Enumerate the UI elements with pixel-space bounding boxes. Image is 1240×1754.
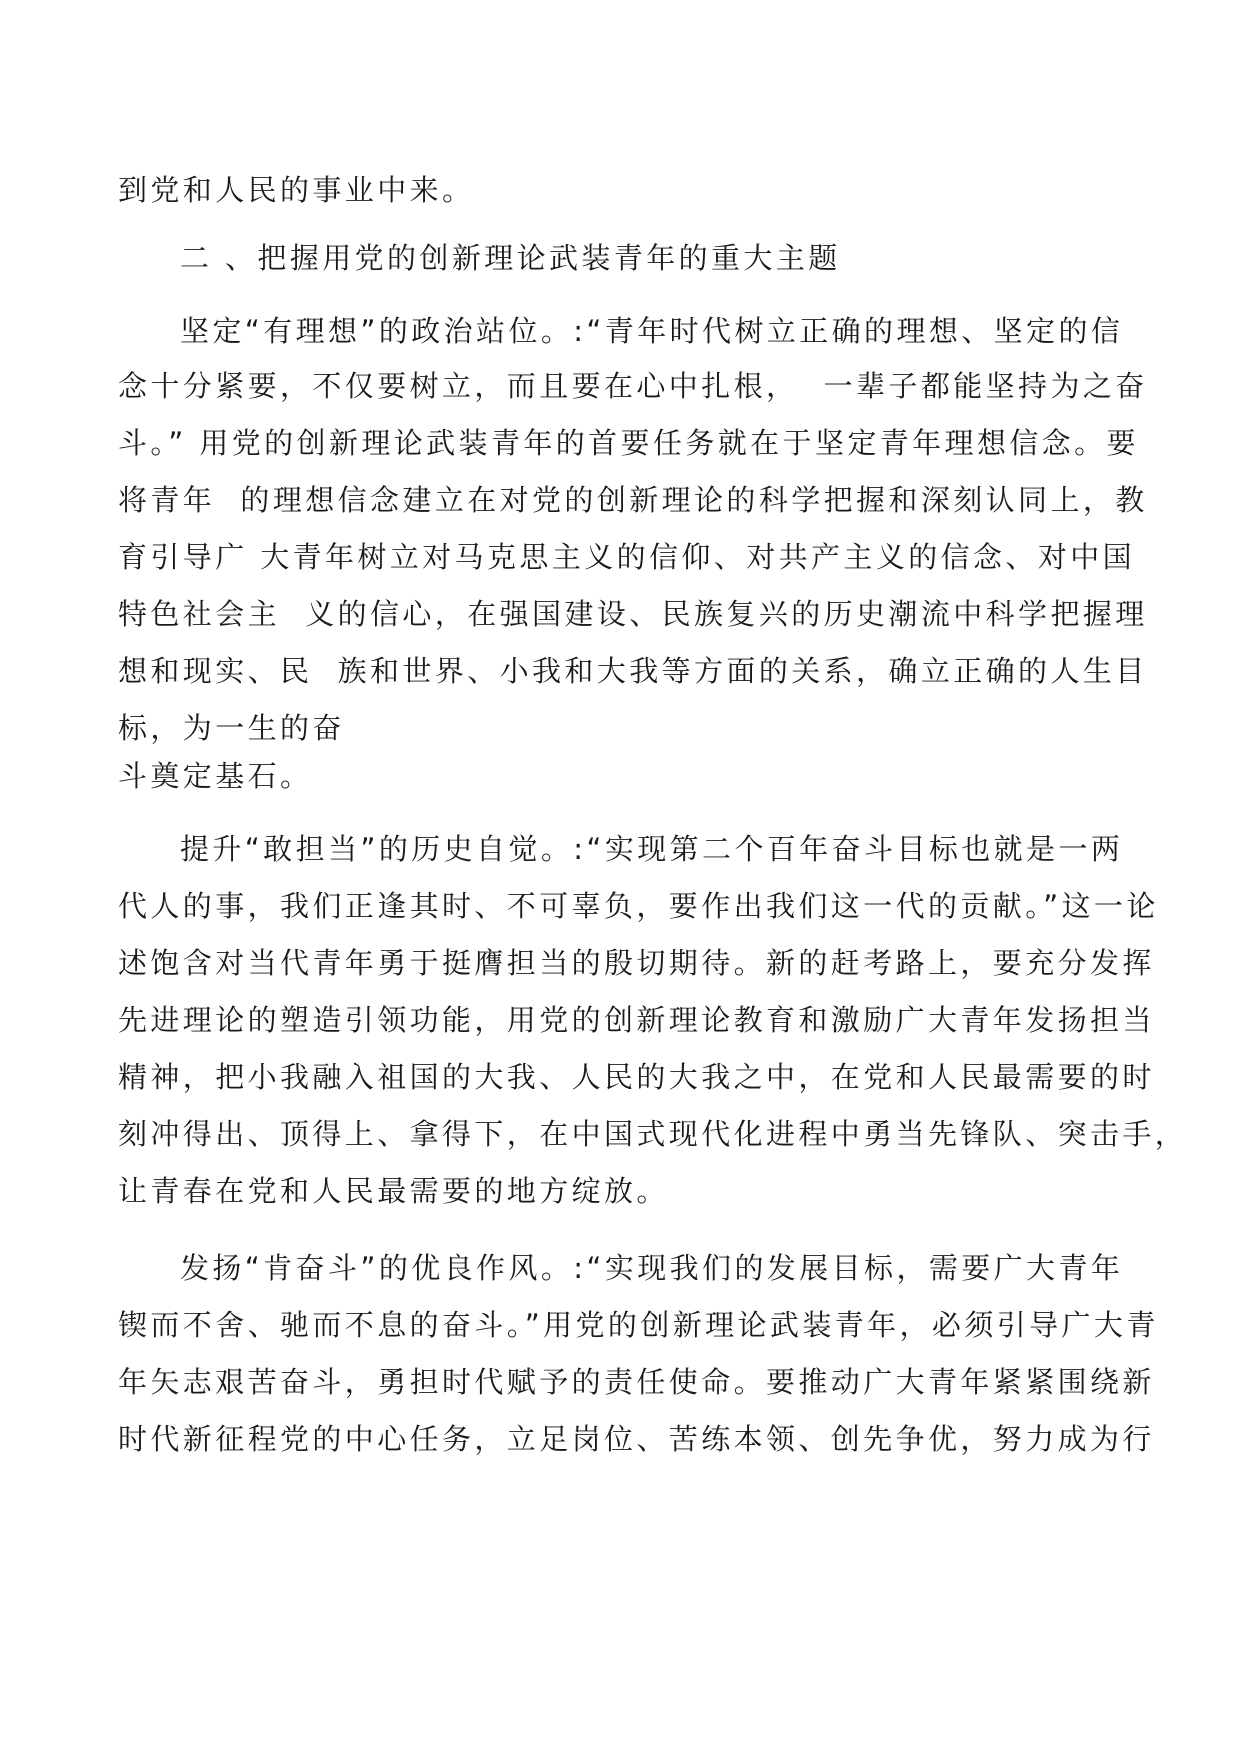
text-line: 到党和人民的事业中来。 [118,173,475,207]
text-line: 述饱含对当代青年勇于挺膺担当的殷切期待。新的赶考路上，要充分发挥 [118,946,1155,980]
text-line: 代人的事，我们正逢其时、不可辜负，要作出我们这一代的贡献。”这一论 [118,889,1159,923]
text-line: 锲而不舍、驰而不息的奋斗。”用党的创新理论武装青年，必须引导广大青 [118,1308,1159,1342]
text-line: 育引导广 大青年树立对马克思主义的信仰、对共产主义的信念、对中国 [118,540,1136,574]
text-line: 精神，把小我融入祖国的大我、人民的大我之中，在党和人民最需要的时 [118,1060,1155,1094]
section-heading: 二 、把握用党的创新理论武装青年的重大主题 [180,241,841,275]
text-line: 斗奠定基石。 [118,759,313,793]
text-line: 提升“敢担当”的历史自觉。:“实现第二个百年奋斗目标也就是一两 [180,832,1124,866]
text-line: 坚定“有理想”的政治站位。:“青年时代树立正确的理想、坚定的信 [180,314,1124,348]
text-line: 标，为一生的奋 [118,711,345,745]
text-line: 将青年 的理想信念建立在对党的创新理论的科学把握和深刻认同上，教 [118,483,1148,517]
text-line: 让青春在党和人民最需要的地方绽放。 [118,1174,669,1208]
text-line: 特色社会主 义的信心，在强国建设、民族复兴的历史潮流中科学把握理 [118,597,1148,631]
text-line: 时代新征程党的中心任务，立足岗位、苦练本领、创先争优，努力成为行 [118,1422,1155,1456]
text-line: 念十分紧要，不仅要树立，而且要在心中扎根， 一辈子都能坚持为之奋 [118,369,1148,403]
text-line: 想和现实、民 族和世界、小我和大我等方面的关系，确立正确的人生目 [118,654,1148,688]
text-line: 年矢志艰苦奋斗，勇担时代赋予的责任使命。要推动广大青年紧紧围绕新 [118,1365,1155,1399]
text-line: 发扬“肯奋斗”的优良作风。:“实现我们的发展目标，需要广大青年 [180,1251,1124,1285]
text-line: 斗。” 用党的创新理论武装青年的首要任务就在于坚定青年理想信念。要 [118,426,1139,460]
text-line: 刻冲得出、顶得上、拿得下，在中国式现代化进程中勇当先锋队、突击手， [118,1117,1188,1151]
text-line: 先进理论的塑造引领功能，用党的创新理论教育和激励广大青年发扬担当 [118,1003,1155,1037]
